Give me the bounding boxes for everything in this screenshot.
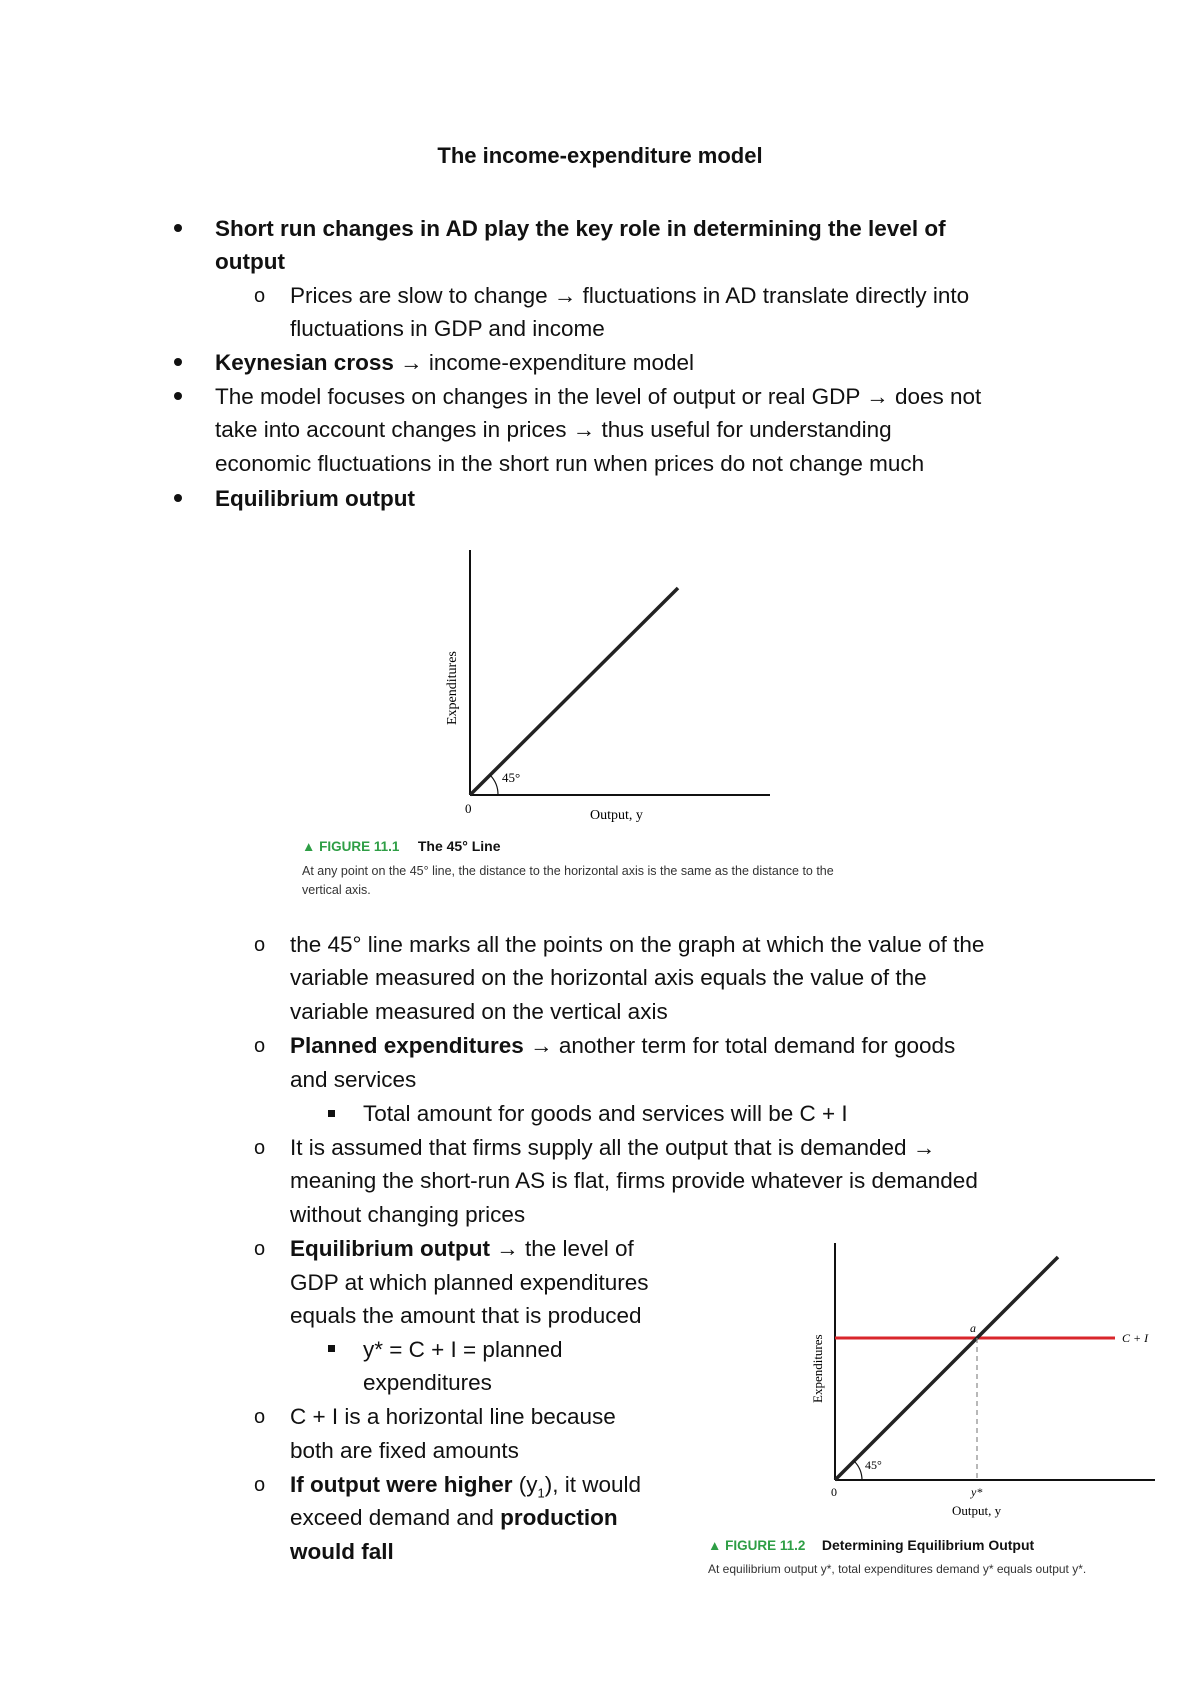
bullet-text: Keynesian cross → income-expenditure model — [215, 350, 695, 375]
45-degree-line — [835, 1257, 1058, 1480]
sub-bullet-text: variable measured on the horizontal axis equals the value of the — [290, 965, 927, 990]
sub-bullet-text: Prices are slow to change → fluctuations in AD translate directly into — [290, 283, 970, 308]
arrow-icon: → — [400, 350, 423, 375]
sub-bullet-text: and services — [290, 1067, 417, 1092]
square-bullet-text: y* = C + I = planned — [363, 1337, 563, 1362]
angle-arc — [490, 775, 498, 795]
sub-bullet-icon: o — [254, 285, 266, 307]
square-bullet-text: Total amount for goods and services will be C + I — [363, 1101, 848, 1126]
45-degree-line — [470, 588, 678, 795]
sub-bullet-text: GDP at which planned expenditures — [290, 1270, 649, 1295]
sub-bullet-text: It is assumed that firms supply all the output that is demanded → — [290, 1135, 936, 1160]
sub-bullet-text: Planned expenditures → another term for total demand for goods — [290, 1033, 956, 1058]
sub-bullet-text: C + I is a horizontal line because — [290, 1404, 616, 1429]
sub-bullet-icon: o — [254, 1406, 266, 1428]
sub-bullet-text: Equilibrium output → the level of — [290, 1236, 634, 1261]
sub-bullet-text: equals the amount that is produced — [290, 1303, 642, 1328]
bullet-text: take into account changes in prices → thus useful for understanding — [215, 417, 892, 442]
bullet-icon — [174, 224, 182, 232]
bullet-text: output — [215, 249, 285, 274]
bullet-icon — [174, 392, 182, 400]
y-axis-label: Expenditures — [810, 1334, 825, 1403]
arrow-icon: → — [866, 384, 889, 409]
sub-bullet-text: without changing prices — [290, 1202, 526, 1227]
bullet-text: The model focuses on changes in the level of output or real GDP → does not — [215, 384, 982, 409]
sub-bullet-text: If output were higher $(y_1)$, it would — [290, 1472, 642, 1501]
page-title: The income-expenditure model — [437, 143, 763, 168]
bullet-icon — [174, 494, 182, 502]
figure-caption — [302, 838, 500, 856]
sub-bullet-icon: o — [254, 1137, 266, 1159]
figure-caption — [708, 1537, 1034, 1555]
bullet-text: Equilibrium output — [215, 486, 415, 511]
angle-label: 45° — [502, 770, 521, 785]
sub-bullet-icon: o — [254, 1238, 266, 1260]
square-bullet-icon — [328, 1110, 335, 1117]
x-axis-label: Output, y — [952, 1503, 1002, 1518]
origin-label: 0 — [465, 801, 472, 816]
figure-number: ▲ FIGURE 11.1 — [302, 839, 400, 854]
square-bullet-text: expenditures — [363, 1370, 492, 1395]
sub-bullet-text: both are fixed amounts — [290, 1438, 519, 1463]
origin-label: 0 — [831, 1485, 837, 1499]
bullet-icon — [174, 358, 182, 366]
sub-bullet-text: meaning the short-run AS is flat, firms provide whatever is demanded — [290, 1168, 978, 1193]
figure-45-line — [430, 545, 790, 830]
arrow-icon: → — [572, 417, 596, 442]
c-plus-i-label: C + I — [1122, 1331, 1149, 1345]
x-axis-label: Output, y — [590, 808, 643, 823]
equilibrium-point-label: a — [970, 1321, 976, 1335]
sub-bullet-icon: o — [254, 1035, 266, 1057]
sub-bullet-icon: o — [254, 1474, 266, 1496]
square-bullet-icon — [328, 1345, 335, 1352]
sub-bullet-text: the 45° line marks all the points on the graph at which the value of the — [290, 932, 985, 957]
y-axis-label: Expenditures — [445, 651, 460, 725]
arrow-icon: → — [553, 283, 577, 308]
arrow-icon: → — [496, 1236, 519, 1261]
arrow-icon: → — [912, 1135, 936, 1160]
figure-number: ▲ FIGURE 11.2 — [708, 1538, 806, 1553]
sub-bullet-text: would fall — [290, 1539, 394, 1564]
bullet-text: Short run changes in AD play the key role in determining the level of — [215, 216, 946, 241]
angle-arc — [854, 1461, 862, 1480]
figure-equilibrium — [810, 1238, 1160, 1538]
figure-title: The 45° Line — [417, 838, 501, 854]
sub-bullet-icon: o — [254, 934, 266, 956]
bullet-text: economic fluctuations in the short run when prices do not change much — [215, 451, 925, 476]
y-star-label: y* — [971, 1485, 983, 1499]
caption-text: At any point on the 45° line, the distance to the horizontal axis is the same as the distance to the — [302, 864, 834, 878]
arrow-icon: → — [530, 1033, 553, 1058]
sub-bullet-text: fluctuations in GDP and income — [290, 316, 605, 341]
figure-title: Determining Equilibrium Output — [821, 1537, 1035, 1553]
sub-bullet-text: exceed demand and production — [290, 1505, 618, 1530]
caption-text: At equilibrium output y*, total expenditures demand y* equals output y*. — [708, 1562, 1087, 1576]
caption-text: vertical axis. — [302, 883, 371, 897]
sub-bullet-text: variable measured on the vertical axis — [290, 999, 668, 1024]
angle-label: 45° — [865, 1458, 882, 1472]
